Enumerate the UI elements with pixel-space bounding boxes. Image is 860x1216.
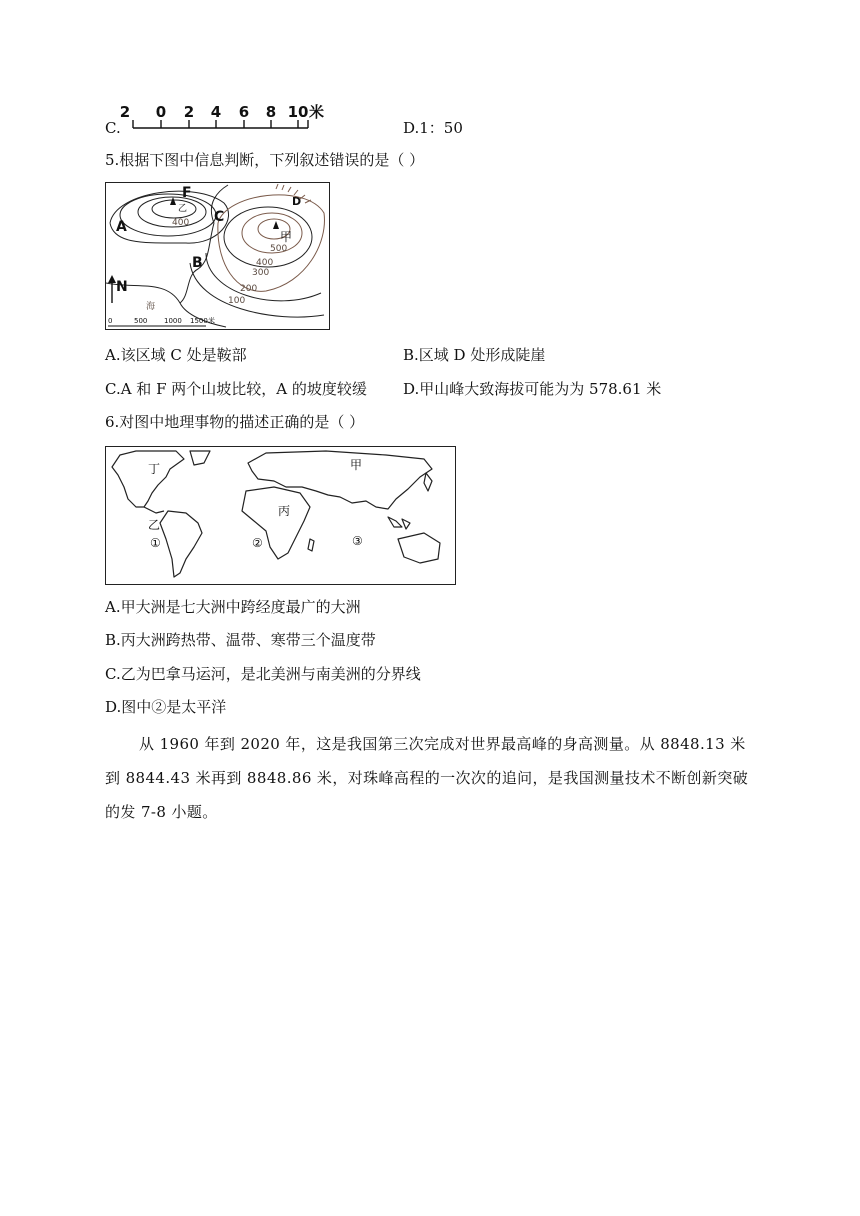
map-scale-label: 500 (134, 317, 148, 325)
scale-tick-label: 10 (287, 103, 309, 121)
scale-tick-label: 8 (265, 103, 277, 121)
point-label-d: D (292, 195, 302, 208)
q6-option-c: C.乙为巴拿马运河，是北美洲与南美洲的分界线 (105, 665, 421, 683)
q5-option-a: A.该区域 C 处是鞍部 (105, 346, 247, 364)
q5-option-b: B.区域 D 处形成陡崖 (403, 346, 546, 364)
point-label-a: A (116, 219, 127, 235)
peak-triangle (273, 221, 279, 229)
q4-option-c-label: C. (105, 119, 121, 137)
contour-label: 400 (172, 218, 190, 228)
map-scale-label: 米 (208, 317, 215, 325)
ocean-label-1: ① (150, 536, 161, 550)
continent-label-ding: 丁 (148, 462, 161, 476)
q4-option-d: D.1：50 (403, 119, 463, 137)
contour-label: 200 (240, 284, 258, 294)
q5-stem: 5.根据下图中信息判断，下列叙述错误的是（ ） (105, 151, 425, 169)
point-label-f: F (182, 185, 192, 201)
q6-option-d: D.图中②是太平洋 (105, 698, 227, 716)
north-label: N (116, 279, 128, 295)
scale-tick-labels (120, 103, 324, 121)
scale-tick-label: 6 (238, 103, 250, 121)
map-scale-bar (108, 316, 215, 326)
point-label-c: C (214, 209, 225, 225)
continent-label-bing: 丙 (278, 504, 291, 518)
contour-label: 400 (256, 258, 274, 268)
continent-label-jia: 甲 (350, 458, 363, 472)
continent-australia (398, 533, 440, 563)
peak-jia-label: 甲 (280, 230, 293, 244)
map-scale-label: 1500 (190, 317, 208, 325)
scale-tick-label: 4 (210, 103, 222, 121)
peak-triangle (170, 197, 176, 205)
scale-tick-label: 0 (155, 103, 167, 121)
q5-option-c: C.A 和 F 两个山坡比较，A 的坡度较缓 (105, 380, 367, 398)
ocean-label-2: ② (252, 536, 263, 550)
continent-north-america (112, 451, 184, 507)
scale-tick-label: 2 (119, 103, 131, 121)
q5-option-d: D.甲山峰大致海拔可能为为 578.61 米 (403, 380, 662, 398)
passage-text: 从 1960 年到 2020 年，这是我国第三次完成对世界最高峰的身高测量。从 8848.13 米到 8844.43 米再到 8848.86 米，对珠峰高程的一次次的追问，是我国测量技术不断创新突破的发 7-8 小题。 (105, 735, 749, 821)
ocean-label-3: ③ (352, 534, 363, 548)
contour-label: 100 (228, 296, 246, 306)
map-scale-label: 1000 (164, 317, 182, 325)
scale-unit: 米 (309, 103, 325, 121)
q4-scale-bar (118, 100, 348, 140)
sea-label: 海 (146, 302, 156, 312)
map-scale-label: 0 (108, 317, 113, 325)
point-label-b: B (192, 255, 203, 271)
q6-world-map (105, 446, 456, 585)
q6-option-a: A.甲大洲是七大洲中跨经度最广的大洲 (105, 598, 361, 616)
scale-tick-label: 2 (183, 103, 195, 121)
continent-south-america (160, 511, 202, 577)
contour-label: 300 (252, 268, 270, 278)
q6-option-b: B.丙大洲跨热带、温带、寒带三个温度带 (105, 631, 376, 649)
north-arrow (108, 275, 116, 303)
q6-stem: 6.对图中地理事物的描述正确的是（ ） (105, 413, 365, 431)
canal-label-yi: 乙 (148, 518, 161, 532)
peak-yi-label: 乙 (178, 204, 188, 214)
contour-label: 500 (270, 244, 288, 254)
continent-greenland (190, 451, 210, 465)
q5-contour-map (105, 182, 330, 330)
continent-eurasia (248, 451, 432, 509)
